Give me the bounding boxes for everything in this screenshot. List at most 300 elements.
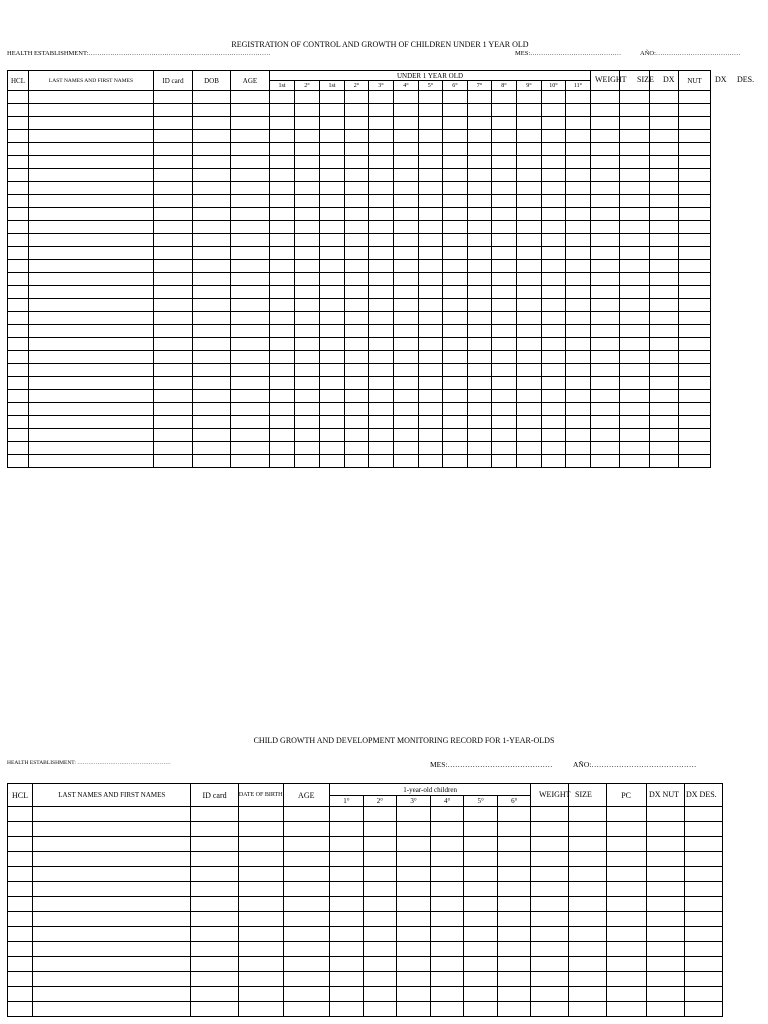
form1-entry-cell[interactable] bbox=[345, 390, 369, 403]
form1-entry-cell[interactable] bbox=[231, 143, 270, 156]
form2-entry-cell[interactable] bbox=[33, 882, 191, 897]
form1-entry-cell[interactable] bbox=[542, 247, 566, 260]
form1-entry-cell[interactable] bbox=[620, 182, 650, 195]
form2-entry-cell[interactable] bbox=[606, 987, 646, 1002]
form2-entry-cell[interactable] bbox=[238, 837, 283, 852]
form2-entry-cell[interactable] bbox=[606, 957, 646, 972]
form1-entry-cell[interactable] bbox=[8, 455, 29, 468]
form1-entry-cell[interactable] bbox=[154, 169, 193, 182]
form2-entry-cell[interactable] bbox=[684, 942, 722, 957]
form1-entry-cell[interactable] bbox=[345, 351, 369, 364]
form1-establishment-field[interactable]: ………………………………………………………………………… bbox=[88, 50, 271, 57]
form1-entry-cell[interactable] bbox=[29, 130, 154, 143]
form1-entry-cell[interactable] bbox=[320, 195, 345, 208]
form2-entry-cell[interactable] bbox=[606, 927, 646, 942]
form1-entry-cell[interactable] bbox=[345, 104, 369, 117]
form1-entry-cell[interactable] bbox=[295, 351, 320, 364]
form1-entry-cell[interactable] bbox=[566, 312, 591, 325]
form1-entry-cell[interactable] bbox=[620, 416, 650, 429]
form1-entry-cell[interactable] bbox=[345, 117, 369, 130]
form1-entry-cell[interactable] bbox=[419, 169, 443, 182]
form2-entry-cell[interactable] bbox=[363, 912, 396, 927]
form1-entry-cell[interactable] bbox=[468, 143, 492, 156]
form1-entry-cell[interactable] bbox=[517, 429, 542, 442]
form2-entry-cell[interactable] bbox=[431, 867, 464, 882]
form2-entry-cell[interactable] bbox=[431, 837, 464, 852]
form1-entry-cell[interactable] bbox=[468, 273, 492, 286]
form2-entry-cell[interactable] bbox=[464, 987, 498, 1002]
form1-entry-cell[interactable] bbox=[8, 247, 29, 260]
form2-entry-cell[interactable] bbox=[606, 1002, 646, 1017]
form1-entry-cell[interactable] bbox=[394, 299, 419, 312]
form1-entry-cell[interactable] bbox=[419, 156, 443, 169]
form2-entry-cell[interactable] bbox=[33, 957, 191, 972]
form2-entry-cell[interactable] bbox=[684, 957, 722, 972]
form1-entry-cell[interactable] bbox=[620, 208, 650, 221]
form1-entry-cell[interactable] bbox=[320, 143, 345, 156]
form1-entry-cell[interactable] bbox=[320, 455, 345, 468]
form1-entry-cell[interactable] bbox=[650, 221, 679, 234]
form2-entry-cell[interactable] bbox=[8, 867, 33, 882]
form1-entry-cell[interactable] bbox=[320, 104, 345, 117]
form2-entry-cell[interactable] bbox=[606, 807, 646, 822]
form2-entry-cell[interactable] bbox=[238, 957, 283, 972]
form1-entry-cell[interactable] bbox=[620, 91, 650, 104]
form1-entry-cell[interactable] bbox=[345, 299, 369, 312]
form1-entry-cell[interactable] bbox=[320, 390, 345, 403]
form1-entry-cell[interactable] bbox=[29, 104, 154, 117]
form1-entry-cell[interactable] bbox=[419, 182, 443, 195]
form2-entry-cell[interactable] bbox=[191, 852, 238, 867]
form1-entry-cell[interactable] bbox=[591, 390, 620, 403]
form1-entry-cell[interactable] bbox=[517, 221, 542, 234]
form2-entry-cell[interactable] bbox=[646, 972, 684, 987]
form1-entry-cell[interactable] bbox=[542, 221, 566, 234]
form2-entry-cell[interactable] bbox=[191, 1002, 238, 1017]
form1-entry-cell[interactable] bbox=[345, 91, 369, 104]
form1-entry-cell[interactable] bbox=[517, 325, 542, 338]
form1-entry-cell[interactable] bbox=[517, 403, 542, 416]
form2-entry-cell[interactable] bbox=[329, 807, 363, 822]
form1-entry-cell[interactable] bbox=[394, 377, 419, 390]
form1-entry-cell[interactable] bbox=[154, 130, 193, 143]
form1-entry-cell[interactable] bbox=[517, 156, 542, 169]
form2-entry-cell[interactable] bbox=[464, 942, 498, 957]
form2-entry-cell[interactable] bbox=[329, 882, 363, 897]
form1-entry-cell[interactable] bbox=[154, 390, 193, 403]
form1-entry-cell[interactable] bbox=[193, 377, 231, 390]
form1-entry-cell[interactable] bbox=[650, 286, 679, 299]
form1-entry-cell[interactable] bbox=[443, 377, 468, 390]
form1-entry-cell[interactable] bbox=[419, 442, 443, 455]
form2-entry-cell[interactable] bbox=[8, 852, 33, 867]
form1-entry-cell[interactable] bbox=[419, 390, 443, 403]
form1-entry-cell[interactable] bbox=[492, 351, 517, 364]
form1-entry-cell[interactable] bbox=[193, 195, 231, 208]
form1-entry-cell[interactable] bbox=[369, 104, 394, 117]
form1-entry-cell[interactable] bbox=[231, 351, 270, 364]
form1-entry-cell[interactable] bbox=[419, 364, 443, 377]
form1-entry-cell[interactable] bbox=[8, 338, 29, 351]
form2-entry-cell[interactable] bbox=[569, 807, 606, 822]
form1-entry-cell[interactable] bbox=[591, 351, 620, 364]
form1-entry-cell[interactable] bbox=[154, 338, 193, 351]
form1-entry-cell[interactable] bbox=[468, 182, 492, 195]
form1-entry-cell[interactable] bbox=[394, 91, 419, 104]
form1-entry-cell[interactable] bbox=[270, 351, 295, 364]
form1-entry-cell[interactable] bbox=[231, 455, 270, 468]
form1-entry-cell[interactable] bbox=[231, 312, 270, 325]
form2-entry-cell[interactable] bbox=[363, 942, 396, 957]
form1-entry-cell[interactable] bbox=[154, 416, 193, 429]
form1-entry-cell[interactable] bbox=[419, 416, 443, 429]
form1-entry-cell[interactable] bbox=[8, 130, 29, 143]
form1-entry-cell[interactable] bbox=[345, 455, 369, 468]
form1-entry-cell[interactable] bbox=[369, 130, 394, 143]
form1-entry-cell[interactable] bbox=[320, 234, 345, 247]
form1-entry-cell[interactable] bbox=[679, 312, 711, 325]
form1-entry-cell[interactable] bbox=[29, 221, 154, 234]
form2-entry-cell[interactable] bbox=[531, 852, 569, 867]
form2-entry-cell[interactable] bbox=[531, 897, 569, 912]
form1-entry-cell[interactable] bbox=[345, 377, 369, 390]
form1-entry-cell[interactable] bbox=[620, 351, 650, 364]
form1-entry-cell[interactable] bbox=[468, 351, 492, 364]
form2-entry-cell[interactable] bbox=[363, 1002, 396, 1017]
form1-entry-cell[interactable] bbox=[591, 117, 620, 130]
form1-entry-cell[interactable] bbox=[620, 403, 650, 416]
form1-entry-cell[interactable] bbox=[29, 195, 154, 208]
form1-entry-cell[interactable] bbox=[369, 286, 394, 299]
form2-entry-cell[interactable] bbox=[8, 912, 33, 927]
form2-entry-cell[interactable] bbox=[397, 882, 431, 897]
form2-entry-cell[interactable] bbox=[397, 942, 431, 957]
form1-entry-cell[interactable] bbox=[231, 195, 270, 208]
form2-entry-cell[interactable] bbox=[329, 822, 363, 837]
form2-entry-cell[interactable] bbox=[283, 897, 329, 912]
form1-entry-cell[interactable] bbox=[295, 455, 320, 468]
form1-entry-cell[interactable] bbox=[650, 403, 679, 416]
form1-entry-cell[interactable] bbox=[443, 143, 468, 156]
form2-entry-cell[interactable] bbox=[464, 927, 498, 942]
form1-entry-cell[interactable] bbox=[517, 195, 542, 208]
form1-entry-cell[interactable] bbox=[394, 338, 419, 351]
form2-entry-cell[interactable] bbox=[569, 852, 606, 867]
form1-entry-cell[interactable] bbox=[345, 130, 369, 143]
form1-entry-cell[interactable] bbox=[394, 286, 419, 299]
form1-entry-cell[interactable] bbox=[345, 208, 369, 221]
form1-entry-cell[interactable] bbox=[443, 130, 468, 143]
form1-entry-cell[interactable] bbox=[345, 143, 369, 156]
form1-entry-cell[interactable] bbox=[394, 104, 419, 117]
form1-entry-cell[interactable] bbox=[468, 325, 492, 338]
form1-entry-cell[interactable] bbox=[443, 312, 468, 325]
form1-entry-cell[interactable] bbox=[517, 169, 542, 182]
form1-entry-cell[interactable] bbox=[295, 442, 320, 455]
form1-entry-cell[interactable] bbox=[679, 403, 711, 416]
form1-entry-cell[interactable] bbox=[620, 442, 650, 455]
form2-entry-cell[interactable] bbox=[397, 957, 431, 972]
form1-entry-cell[interactable] bbox=[566, 403, 591, 416]
form1-entry-cell[interactable] bbox=[320, 312, 345, 325]
form1-entry-cell[interactable] bbox=[320, 286, 345, 299]
form2-entry-cell[interactable] bbox=[363, 852, 396, 867]
form2-entry-cell[interactable] bbox=[397, 972, 431, 987]
form1-entry-cell[interactable] bbox=[154, 104, 193, 117]
form1-entry-cell[interactable] bbox=[650, 312, 679, 325]
form1-entry-cell[interactable] bbox=[542, 234, 566, 247]
form2-entry-cell[interactable] bbox=[498, 897, 531, 912]
form1-entry-cell[interactable] bbox=[8, 104, 29, 117]
form1-entry-cell[interactable] bbox=[231, 299, 270, 312]
form1-entry-cell[interactable] bbox=[394, 416, 419, 429]
form1-entry-cell[interactable] bbox=[345, 156, 369, 169]
form1-entry-cell[interactable] bbox=[517, 299, 542, 312]
form1-entry-cell[interactable] bbox=[650, 260, 679, 273]
form1-entry-cell[interactable] bbox=[345, 416, 369, 429]
form2-entry-cell[interactable] bbox=[569, 822, 606, 837]
form1-entry-cell[interactable] bbox=[542, 104, 566, 117]
form1-entry-cell[interactable] bbox=[679, 104, 711, 117]
form1-entry-cell[interactable] bbox=[154, 377, 193, 390]
form2-entry-cell[interactable] bbox=[283, 912, 329, 927]
form1-entry-cell[interactable] bbox=[154, 195, 193, 208]
form1-entry-cell[interactable] bbox=[443, 273, 468, 286]
form1-entry-cell[interactable] bbox=[193, 416, 231, 429]
form1-entry-cell[interactable] bbox=[270, 117, 295, 130]
form1-entry-cell[interactable] bbox=[517, 130, 542, 143]
form2-entry-cell[interactable] bbox=[191, 807, 238, 822]
form1-entry-cell[interactable] bbox=[231, 91, 270, 104]
form1-entry-cell[interactable] bbox=[270, 221, 295, 234]
form1-entry-cell[interactable] bbox=[295, 390, 320, 403]
form2-entry-cell[interactable] bbox=[606, 822, 646, 837]
form1-entry-cell[interactable] bbox=[620, 260, 650, 273]
form1-entry-cell[interactable] bbox=[8, 156, 29, 169]
form1-entry-cell[interactable] bbox=[591, 312, 620, 325]
form1-entry-cell[interactable] bbox=[154, 273, 193, 286]
form1-entry-cell[interactable] bbox=[650, 130, 679, 143]
form1-entry-cell[interactable] bbox=[542, 286, 566, 299]
form1-entry-cell[interactable] bbox=[650, 234, 679, 247]
form2-entry-cell[interactable] bbox=[238, 942, 283, 957]
form2-entry-cell[interactable] bbox=[606, 972, 646, 987]
form2-entry-cell[interactable] bbox=[531, 807, 569, 822]
form1-entry-cell[interactable] bbox=[492, 104, 517, 117]
form1-entry-cell[interactable] bbox=[270, 247, 295, 260]
form1-entry-cell[interactable] bbox=[320, 260, 345, 273]
form1-entry-cell[interactable] bbox=[542, 117, 566, 130]
form1-entry-cell[interactable] bbox=[29, 91, 154, 104]
form1-entry-cell[interactable] bbox=[542, 364, 566, 377]
form1-entry-cell[interactable] bbox=[8, 312, 29, 325]
form1-entry-cell[interactable] bbox=[591, 429, 620, 442]
form1-entry-cell[interactable] bbox=[443, 260, 468, 273]
form2-entry-cell[interactable] bbox=[397, 912, 431, 927]
form1-entry-cell[interactable] bbox=[679, 455, 711, 468]
form1-entry-cell[interactable] bbox=[517, 377, 542, 390]
form1-entry-cell[interactable] bbox=[295, 273, 320, 286]
form2-entry-cell[interactable] bbox=[363, 987, 396, 1002]
form1-entry-cell[interactable] bbox=[542, 442, 566, 455]
form1-entry-cell[interactable] bbox=[591, 104, 620, 117]
form2-entry-cell[interactable] bbox=[569, 882, 606, 897]
form1-entry-cell[interactable] bbox=[591, 455, 620, 468]
form2-entry-cell[interactable] bbox=[646, 1002, 684, 1017]
form1-entry-cell[interactable] bbox=[193, 338, 231, 351]
form1-entry-cell[interactable] bbox=[320, 416, 345, 429]
form1-entry-cell[interactable] bbox=[29, 325, 154, 338]
form2-entry-cell[interactable] bbox=[569, 912, 606, 927]
form2-establishment-field[interactable]: …………………………………………… bbox=[77, 760, 171, 766]
form1-entry-cell[interactable] bbox=[492, 143, 517, 156]
form1-entry-cell[interactable] bbox=[679, 182, 711, 195]
form2-entry-cell[interactable] bbox=[646, 807, 684, 822]
form1-entry-cell[interactable] bbox=[620, 156, 650, 169]
form1-entry-cell[interactable] bbox=[620, 455, 650, 468]
form2-entry-cell[interactable] bbox=[363, 882, 396, 897]
form1-entry-cell[interactable] bbox=[679, 286, 711, 299]
form1-entry-cell[interactable] bbox=[419, 273, 443, 286]
form1-entry-cell[interactable] bbox=[679, 364, 711, 377]
form2-entry-cell[interactable] bbox=[238, 972, 283, 987]
form2-entry-cell[interactable] bbox=[283, 852, 329, 867]
form2-entry-cell[interactable] bbox=[498, 1002, 531, 1017]
form2-entry-cell[interactable] bbox=[464, 867, 498, 882]
form1-entry-cell[interactable] bbox=[369, 429, 394, 442]
form2-entry-cell[interactable] bbox=[606, 942, 646, 957]
form1-entry-cell[interactable] bbox=[517, 273, 542, 286]
form2-entry-cell[interactable] bbox=[531, 1002, 569, 1017]
form1-entry-cell[interactable] bbox=[419, 208, 443, 221]
form1-entry-cell[interactable] bbox=[492, 416, 517, 429]
form1-entry-cell[interactable] bbox=[542, 403, 566, 416]
form1-entry-cell[interactable] bbox=[154, 364, 193, 377]
form1-entry-cell[interactable] bbox=[369, 299, 394, 312]
form1-entry-cell[interactable] bbox=[679, 273, 711, 286]
form1-entry-cell[interactable] bbox=[8, 273, 29, 286]
form1-entry-cell[interactable] bbox=[620, 169, 650, 182]
form1-entry-cell[interactable] bbox=[320, 91, 345, 104]
form1-entry-cell[interactable] bbox=[542, 351, 566, 364]
form2-entry-cell[interactable] bbox=[329, 972, 363, 987]
form2-entry-cell[interactable] bbox=[464, 957, 498, 972]
form2-entry-cell[interactable] bbox=[329, 927, 363, 942]
form1-entry-cell[interactable] bbox=[320, 117, 345, 130]
form1-entry-cell[interactable] bbox=[566, 234, 591, 247]
form1-entry-cell[interactable] bbox=[492, 403, 517, 416]
form1-entry-cell[interactable] bbox=[517, 208, 542, 221]
form1-entry-cell[interactable] bbox=[591, 442, 620, 455]
form1-entry-cell[interactable] bbox=[542, 208, 566, 221]
form1-entry-cell[interactable] bbox=[650, 117, 679, 130]
form2-entry-cell[interactable] bbox=[431, 897, 464, 912]
form1-entry-cell[interactable] bbox=[566, 325, 591, 338]
form1-entry-cell[interactable] bbox=[154, 182, 193, 195]
form1-entry-cell[interactable] bbox=[542, 312, 566, 325]
form1-entry-cell[interactable] bbox=[154, 221, 193, 234]
form1-entry-cell[interactable] bbox=[231, 247, 270, 260]
form1-entry-cell[interactable] bbox=[650, 91, 679, 104]
form1-entry-cell[interactable] bbox=[492, 390, 517, 403]
form1-entry-cell[interactable] bbox=[620, 247, 650, 260]
form2-entry-cell[interactable] bbox=[498, 957, 531, 972]
form1-entry-cell[interactable] bbox=[8, 390, 29, 403]
form2-entry-cell[interactable] bbox=[283, 822, 329, 837]
form1-entry-cell[interactable] bbox=[679, 208, 711, 221]
form1-entry-cell[interactable] bbox=[29, 208, 154, 221]
form2-entry-cell[interactable] bbox=[191, 882, 238, 897]
form1-entry-cell[interactable] bbox=[443, 104, 468, 117]
form1-entry-cell[interactable] bbox=[443, 429, 468, 442]
form1-entry-cell[interactable] bbox=[679, 117, 711, 130]
form2-entry-cell[interactable] bbox=[464, 822, 498, 837]
form1-entry-cell[interactable] bbox=[517, 104, 542, 117]
form1-entry-cell[interactable] bbox=[394, 390, 419, 403]
form1-entry-cell[interactable] bbox=[468, 299, 492, 312]
form1-entry-cell[interactable] bbox=[492, 299, 517, 312]
form1-entry-cell[interactable] bbox=[193, 273, 231, 286]
form1-entry-cell[interactable] bbox=[394, 429, 419, 442]
form1-entry-cell[interactable] bbox=[542, 429, 566, 442]
form1-entry-cell[interactable] bbox=[620, 234, 650, 247]
form1-entry-cell[interactable] bbox=[468, 416, 492, 429]
form1-entry-cell[interactable] bbox=[270, 455, 295, 468]
form1-entry-cell[interactable] bbox=[29, 403, 154, 416]
form1-entry-cell[interactable] bbox=[650, 351, 679, 364]
form1-entry-cell[interactable] bbox=[591, 273, 620, 286]
form1-entry-cell[interactable] bbox=[443, 169, 468, 182]
form1-entry-cell[interactable] bbox=[468, 169, 492, 182]
form1-entry-cell[interactable] bbox=[620, 104, 650, 117]
form1-entry-cell[interactable] bbox=[468, 91, 492, 104]
form1-entry-cell[interactable] bbox=[542, 195, 566, 208]
form1-year-field[interactable]: ………………………………… bbox=[655, 50, 741, 57]
form1-entry-cell[interactable] bbox=[295, 169, 320, 182]
form2-entry-cell[interactable] bbox=[329, 942, 363, 957]
form1-entry-cell[interactable] bbox=[8, 325, 29, 338]
form2-entry-cell[interactable] bbox=[33, 1002, 191, 1017]
form1-entry-cell[interactable] bbox=[295, 91, 320, 104]
form2-entry-cell[interactable] bbox=[606, 897, 646, 912]
form2-entry-cell[interactable] bbox=[363, 807, 396, 822]
form1-entry-cell[interactable] bbox=[566, 273, 591, 286]
form1-entry-cell[interactable] bbox=[679, 390, 711, 403]
form1-entry-cell[interactable] bbox=[468, 455, 492, 468]
form1-entry-cell[interactable] bbox=[270, 195, 295, 208]
form2-entry-cell[interactable] bbox=[569, 987, 606, 1002]
form1-entry-cell[interactable] bbox=[419, 221, 443, 234]
form1-entry-cell[interactable] bbox=[443, 325, 468, 338]
form1-entry-cell[interactable] bbox=[270, 182, 295, 195]
form1-entry-cell[interactable] bbox=[270, 390, 295, 403]
form2-entry-cell[interactable] bbox=[569, 1002, 606, 1017]
form2-entry-cell[interactable] bbox=[569, 972, 606, 987]
form2-entry-cell[interactable] bbox=[431, 972, 464, 987]
form1-entry-cell[interactable] bbox=[443, 156, 468, 169]
form1-entry-cell[interactable] bbox=[566, 338, 591, 351]
form1-entry-cell[interactable] bbox=[270, 234, 295, 247]
form1-entry-cell[interactable] bbox=[650, 429, 679, 442]
form2-entry-cell[interactable] bbox=[397, 927, 431, 942]
form1-entry-cell[interactable] bbox=[320, 429, 345, 442]
form1-entry-cell[interactable] bbox=[591, 325, 620, 338]
form1-entry-cell[interactable] bbox=[320, 273, 345, 286]
form2-entry-cell[interactable] bbox=[684, 822, 722, 837]
form2-entry-cell[interactable] bbox=[569, 837, 606, 852]
form1-entry-cell[interactable] bbox=[29, 247, 154, 260]
form1-entry-cell[interactable] bbox=[231, 273, 270, 286]
